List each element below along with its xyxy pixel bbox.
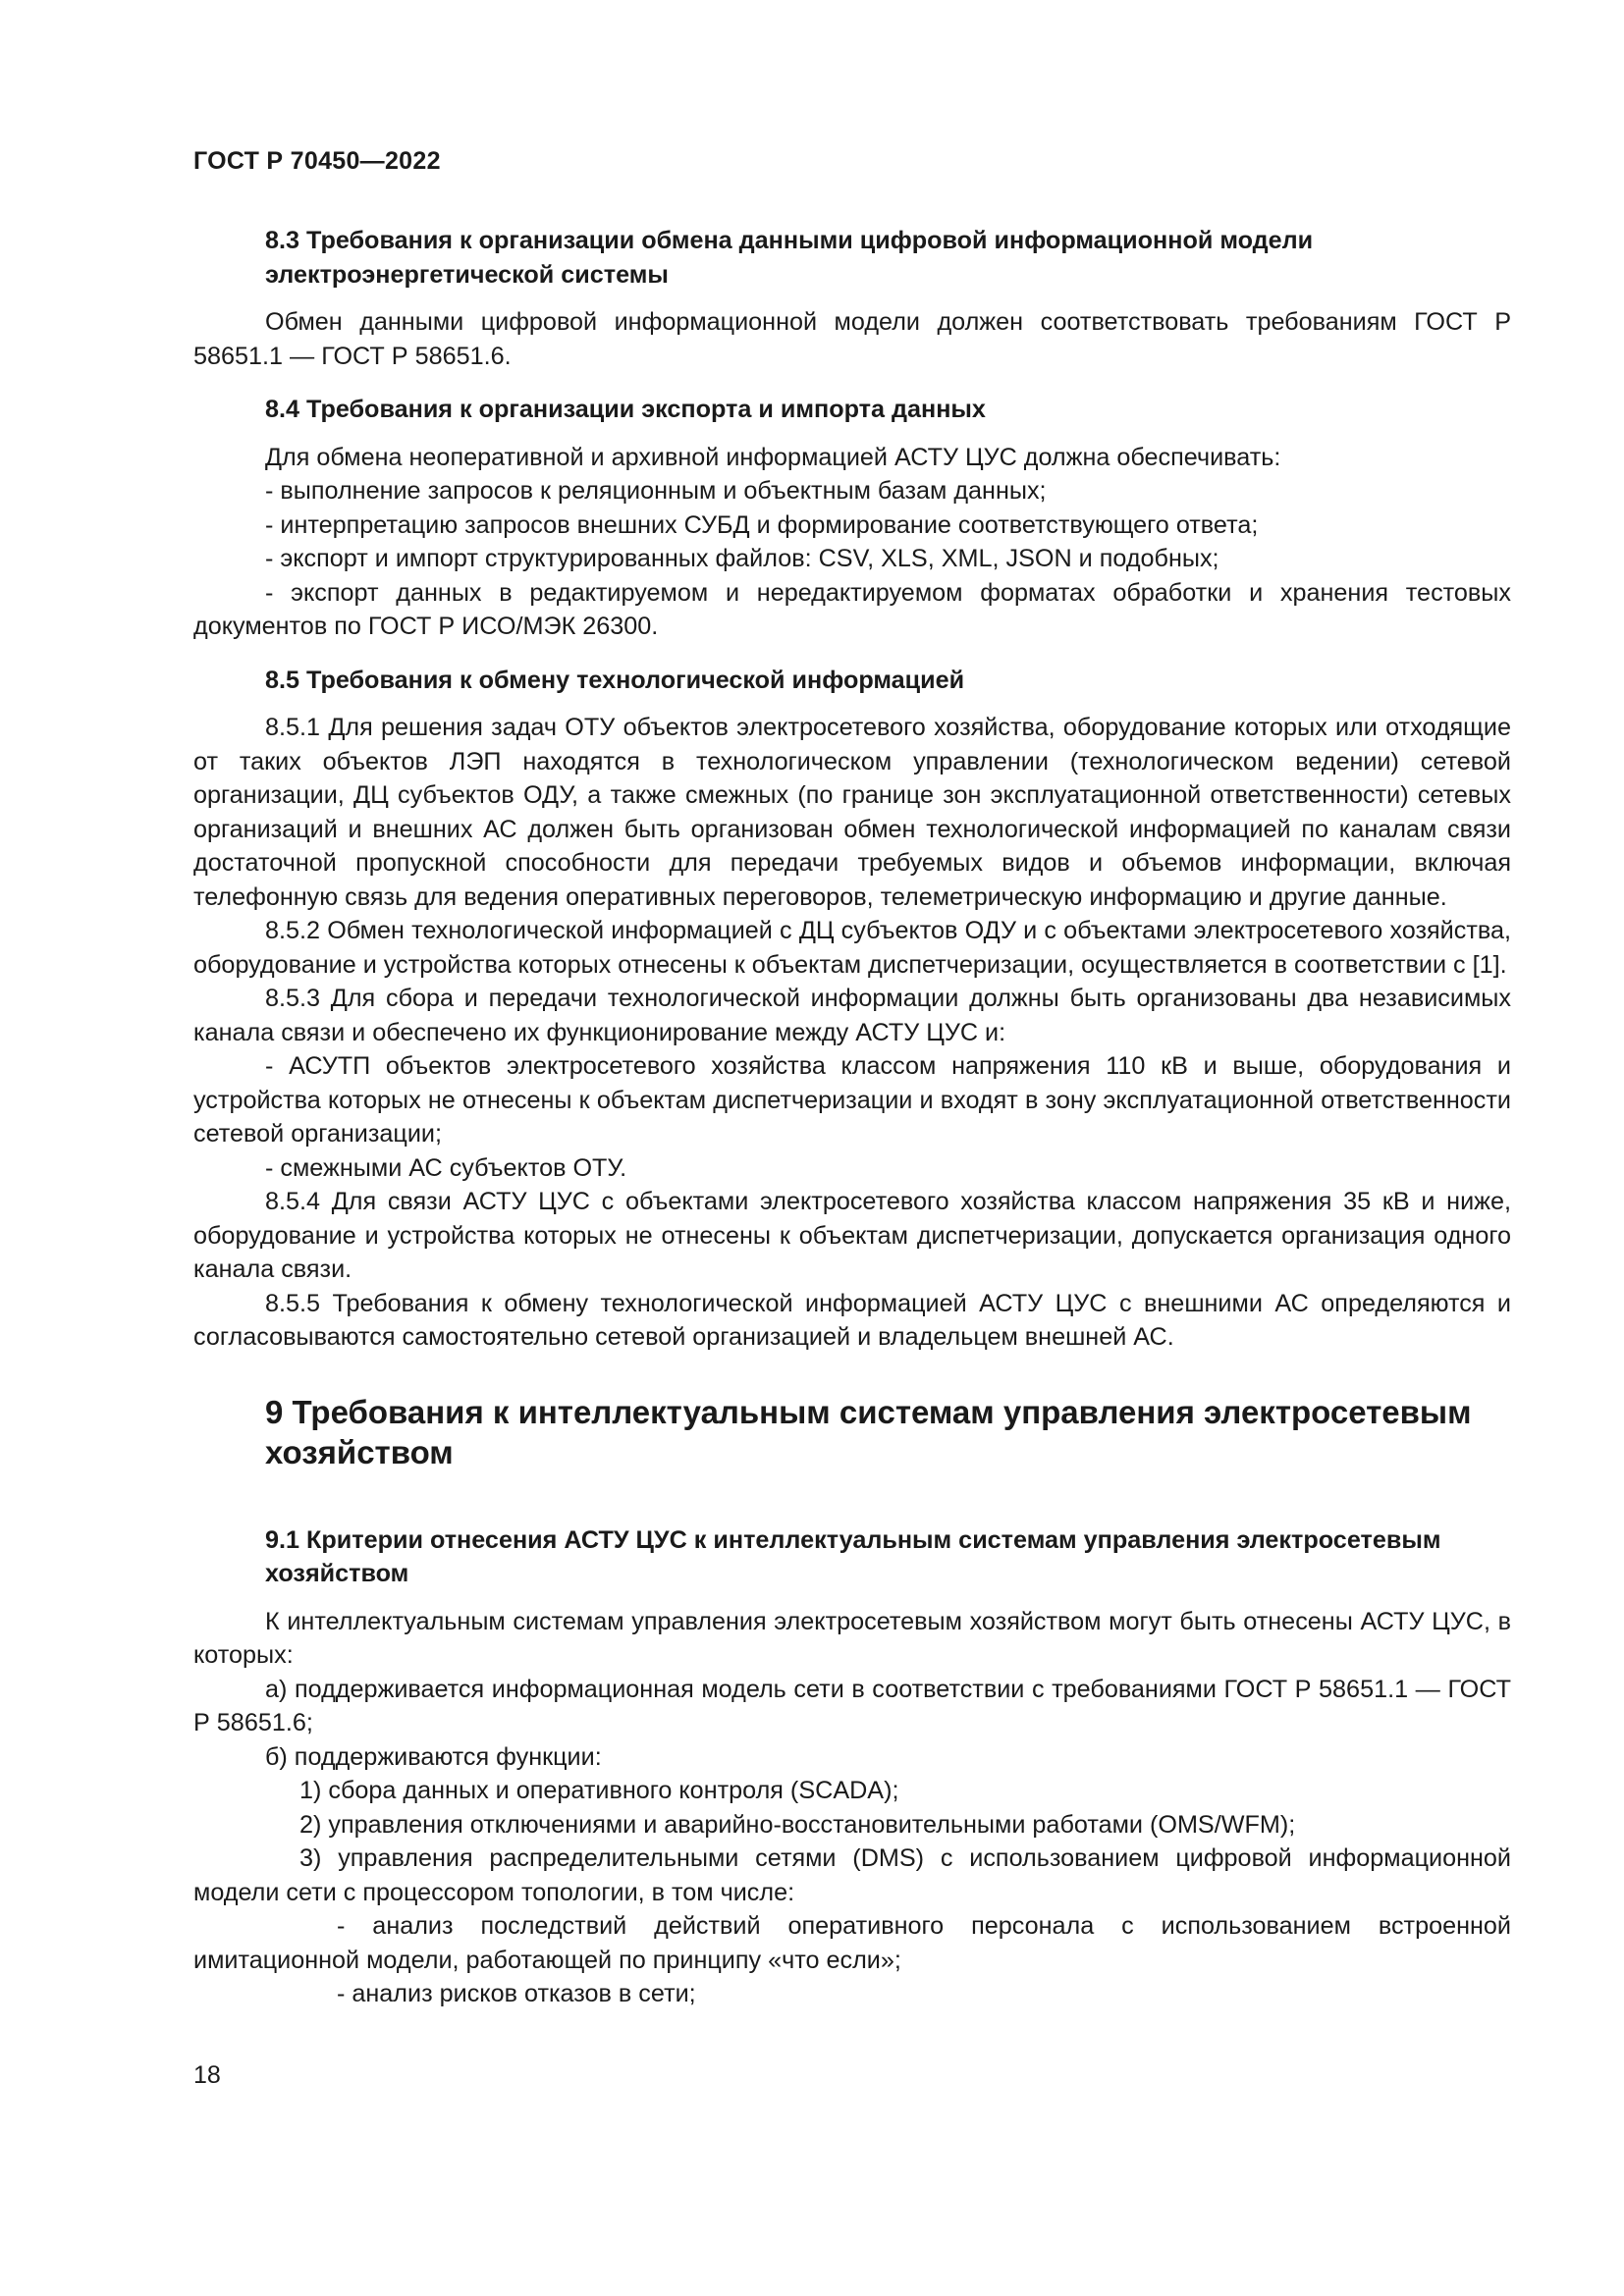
list-item: - экспорт данных в редактируемом и нередактируемом форматах обработки и хранения тестовых документов по ГОСТ Р ИСО/МЭК 26300.: [193, 578, 1511, 640]
clause-8-5-5: 8.5.5 Требования к обмену технологической информацией АСТУ ЦУС с внешними АС определяются и согласовываются самостоятельно сетевой организацией и владельцем внешней АС.: [193, 1289, 1511, 1351]
clause-8-5-3: 8.5.3 Для сбора и передачи технологической информации должны быть организованы два независимых канала связи и обеспечено их функционирование между АСТУ ЦУС и:: [193, 985, 1511, 1046]
clause-8-5-1: 8.5.1 Для решения задач ОТУ объектов электросетевого хозяйства, оборудование которых или отходящие от таких объектов ЛЭП находятся в технологическом управлении (технологическом ведении) сетевой организации, ДЦ субъектов ОДУ, а также смежных (по границе зон эксплуатационной ответственности) сетевых организаций и внешних АС должен быть организован обмен технологической информацией по каналам связи достаточной пропускной способности для передачи требуемых видов и объемов информации, включая телефонную связь для ведения оперативных переговоров, телеметрическую информацию и другие данные.: [193, 714, 1511, 911]
document-body: [193, 224, 1511, 2011]
list-item: - АСУТП объектов электросетевого хозяйства классом напряжения 110 кВ и выше, оборудования и устройства которых не отнесены к объектам диспетчеризации и входят в зону эксплуатационной ответственности сетевой организации;: [193, 1052, 1511, 1148]
clause-8-5-4: 8.5.4 Для связи АСТУ ЦУС с объектами электросетевого хозяйства классом напряжения 35 кВ и ниже, оборудование и устройства которых не отнесены к объектам диспетчеризации, допускается организация одного канала связи.: [193, 1188, 1511, 1283]
list-item: - интерпретацию запросов внешних СУБД и формирование соответствующего ответа;: [265, 510, 1259, 539]
page-number: 18: [193, 2061, 221, 2089]
function-3: 3) управления распределительными сетями (DMS) с использованием цифровой информационной модели сети с процессором топологии, в том числе:: [193, 1844, 1511, 1906]
item-a: а) поддерживается информационная модель сети в соответствии с требованиями ГОСТ Р 58651.1 — ГОСТ Р 58651.6;: [193, 1675, 1511, 1736]
section-8-5-heading: 8.5 Требования к обмену технологической информацией: [265, 666, 965, 694]
list-item: - экспорт и импорт структурированных файлов: CSV, XLS, XML, JSON и подобных;: [265, 545, 1219, 572]
list-item: - смежными АС субъектов ОТУ.: [265, 1153, 627, 1182]
dms-subitem: - анализ последствий действий оперативного персонала с использованием встроенной имитационной модели, работающей по принципу «что если»;: [193, 1912, 1511, 1974]
list-item: - выполнение запросов к реляционным и объектным базам данных;: [265, 477, 1047, 505]
clause-8-5-2: 8.5.2 Обмен технологической информацией с ДЦ субъектов ОДУ и с объектами электросетевого хозяйства, оборудование и устройства которых отнесены к объектам диспетчеризации, осуществляется в соответствии с [1].: [193, 917, 1511, 979]
function-1: 1) сбора данных и оперативного контроля (SCADA);: [299, 1777, 899, 1804]
section-8-4-intro: Для обмена неоперативной и архивной информацией АСТУ ЦУС должна обеспечивать:: [265, 443, 1281, 471]
section-8-4-heading: 8.4 Требования к организации экспорта и импорта данных: [265, 396, 986, 423]
section-8-3-paragraph: Обмен данными цифровой информационной модели должен соответствовать требованиям ГОСТ Р 58651.1 — ГОСТ Р 58651.6.: [193, 308, 1511, 370]
section-9-1-heading: 9.1 Критерии отнесения АСТУ ЦУС к интеллектуальным системам управления электросетевым хозяйством: [265, 1525, 1441, 1587]
section-9-heading: 9 Требования к интеллектуальным системам управления электросетевым хозяйством: [265, 1393, 1472, 1470]
section-8-3-heading: 8.3 Требования к организации обмена данными цифровой информационной модели электроэнергетической системы: [265, 227, 1314, 289]
document-code-header: ГОСТ Р 70450—2022: [193, 147, 441, 175]
item-b: б) поддерживаются функции:: [265, 1742, 602, 1771]
dms-subitem: - анализ рисков отказов в сети;: [337, 1980, 696, 2007]
section-9-1-intro: К интеллектуальным системам управления электросетевым хозяйством могут быть отнесены АСТУ ЦУС, в которых:: [193, 1607, 1511, 1669]
function-2: 2) управления отключениями и аварийно-восстановительными работами (OMS/WFM);: [299, 1810, 1296, 1839]
